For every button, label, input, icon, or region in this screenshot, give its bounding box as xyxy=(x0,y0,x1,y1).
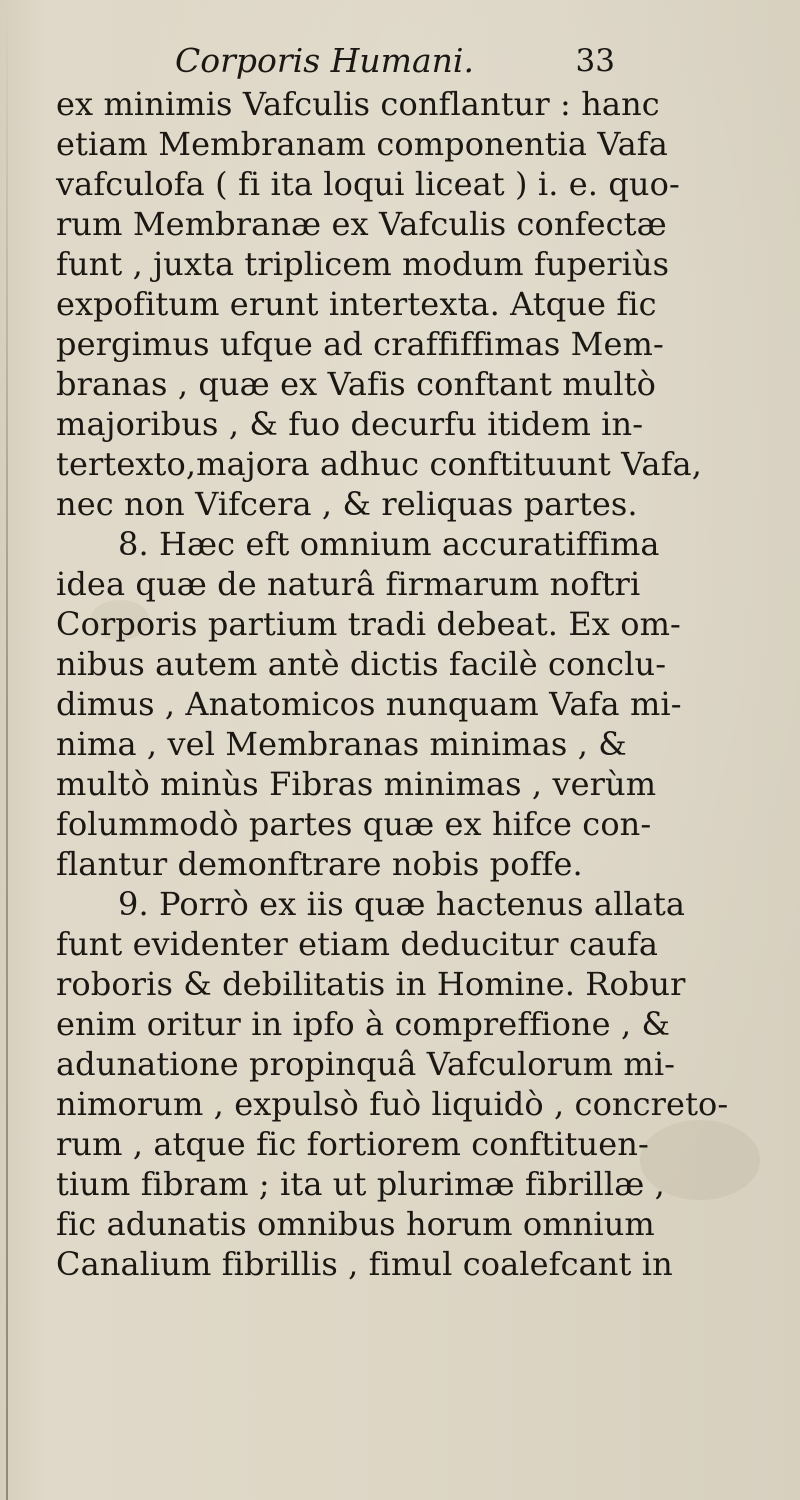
text-line: ex minimis Vafculis conflantur : hanc xyxy=(56,85,660,123)
text-line: nimorum , expulsò fuò liquidò , concreto- xyxy=(56,1085,729,1123)
text-line: adunatione propinquâ Vafculorum mi- xyxy=(56,1045,676,1083)
text-line: funt evidenter etiam deducitur caufa xyxy=(56,925,659,963)
text-line: tertexto,majora adhuc conftituunt Vafa, xyxy=(56,445,702,483)
text-line: funt , juxta triplicem modum fuperiùs xyxy=(56,245,670,283)
text-line: expofitum erunt intertexta. Atque fic xyxy=(56,285,657,323)
text-line: dimus , Anatomicos nunquam Vafa mi- xyxy=(56,685,682,723)
page-header xyxy=(175,38,615,84)
text-line: majoribus , & fuo decurfu itidem in- xyxy=(56,405,644,443)
text-line: Corporis partium tradi debeat. Ex om- xyxy=(56,605,681,643)
text-line: folummodò partes quæ ex hifce con- xyxy=(56,805,652,843)
text-line: fic adunatis omnibus horum omnium xyxy=(56,1205,655,1243)
text-line: roboris & debilitatis in Homine. Robur xyxy=(56,965,686,1003)
page-number: 33 xyxy=(575,43,615,79)
paragraph-start-line: 8. Hæc eft omnium accuratiffima xyxy=(118,525,660,563)
running-title: Corporis Humani. xyxy=(175,41,474,80)
text-line: enim oritur in ipfo à compreffione , & xyxy=(56,1005,671,1043)
text-line: nibus autem antè dictis facilè conclu- xyxy=(56,645,667,683)
text-line: rum Membranæ ex Vafculis confectæ xyxy=(56,205,667,243)
text-line: etiam Membranam componentia Vafa xyxy=(56,125,668,163)
text-line: idea quæ de naturâ firmarum noftri xyxy=(56,565,641,603)
paragraph-start-line: 9. Porrò ex iis quæ hactenus allata xyxy=(118,885,686,923)
text-line: nima , vel Membranas minimas , & xyxy=(56,725,627,763)
text-line: tium fibram ; ita ut plurimæ fibrillæ , xyxy=(56,1165,665,1203)
text-line: pergimus ufque ad craffiffimas Mem- xyxy=(56,325,664,363)
body-text xyxy=(56,84,776,1284)
text-line: branas , quæ ex Vafis conftant multò xyxy=(56,365,657,403)
text-line: vafculofa ( fi ita loqui liceat ) i. e. quo- xyxy=(56,165,680,203)
page-gutter-edge xyxy=(6,0,8,1500)
text-line: rum , atque fic fortiorem conftituen- xyxy=(56,1125,649,1163)
text-line: flantur demonftrare nobis poffe. xyxy=(56,845,583,883)
text-line: multò minùs Fibras minimas , verùm xyxy=(56,765,657,803)
text-line: Canalium fibrillis , fimul coalefcant in xyxy=(56,1245,673,1283)
text-line: nec non Vifcera , & reliquas partes. xyxy=(56,485,638,523)
